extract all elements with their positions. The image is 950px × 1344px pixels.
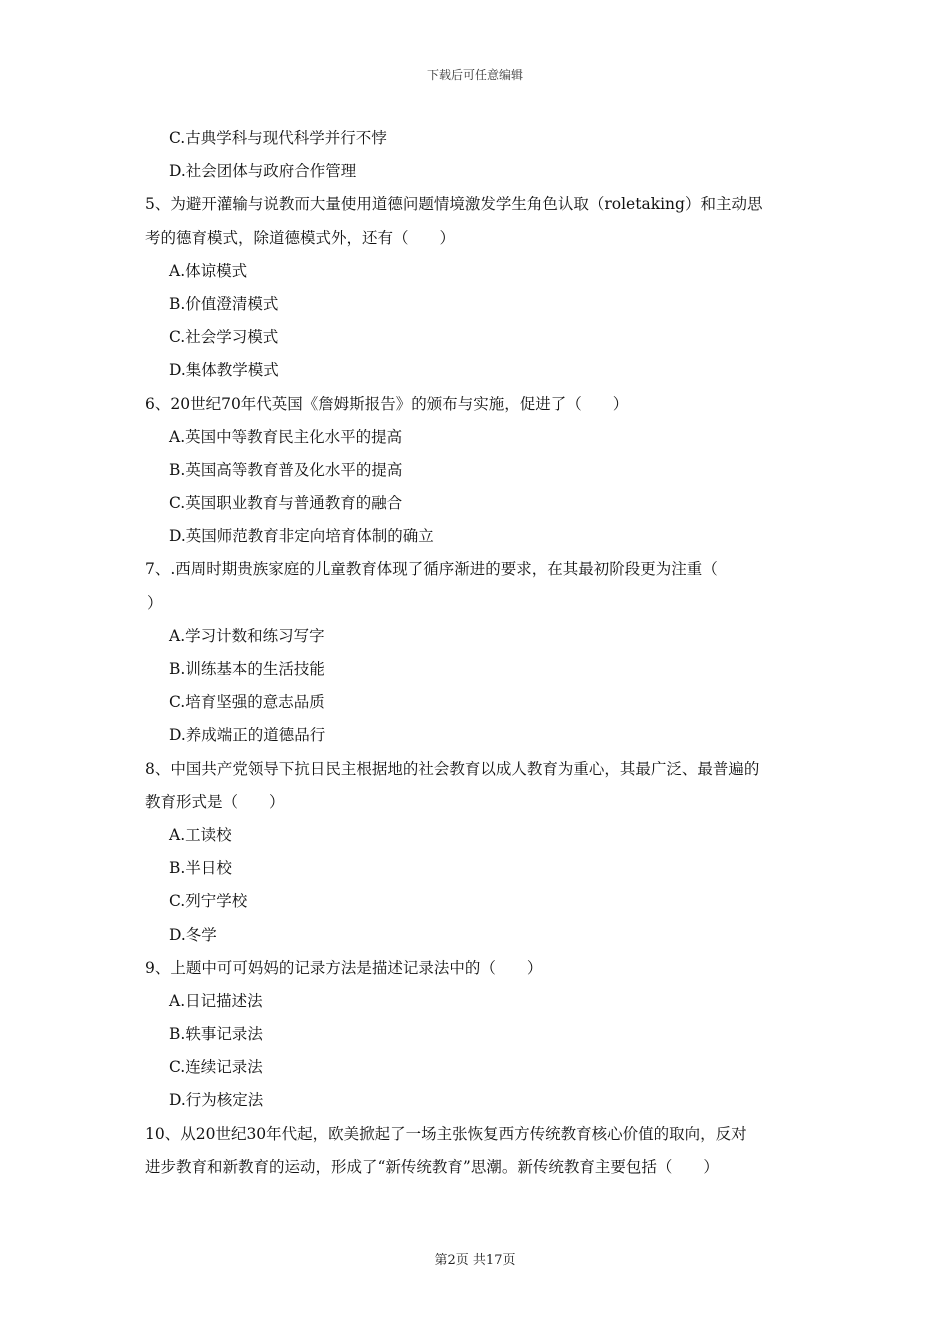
question-text: 9、上题中可可妈妈的记录方法是描述记录法中的（ ） — [145, 958, 543, 977]
question-text: 10、从20世纪30年代起，欧美掀起了一场主张恢复西方传统教育核心价值的取向，反对 — [145, 1124, 747, 1143]
option-line: C.连续记录法 — [169, 1058, 263, 1077]
option-line: A.体谅模式 — [169, 261, 248, 280]
option-line: A.英国中等教育民主化水平的提高 — [169, 427, 403, 446]
option-line: B.半日校 — [169, 859, 232, 878]
question-9 — [145, 952, 810, 1118]
question-text: 7、.西周时期贵族家庭的儿童教育体现了循序渐进的要求，在其最初阶段更为注重（ — [145, 560, 718, 579]
option-line: C.古典学科与现代科学并行不悖 — [169, 129, 387, 147]
question-text: 8、中国共产党领导下抗日民主根据地的社会教育以成人教育为重心，其最广泛、最普遍的 — [145, 759, 760, 778]
option-line: B.轶事记录法 — [169, 1025, 263, 1044]
option-line: D.集体教学模式 — [169, 361, 279, 380]
question-text: 5、为避开灌输与说教而大量使用道德问题情境激发学生角色认取（roletaking）和主动思 — [145, 195, 763, 214]
page-footer — [0, 1249, 950, 1268]
document-body — [145, 122, 810, 1184]
option-line: D.冬学 — [169, 925, 217, 944]
option-line: C.列宁学校 — [169, 892, 248, 911]
option-line: D.英国师范教育非定向培育体制的确立 — [169, 527, 434, 546]
option-line: A.工读校 — [169, 825, 232, 844]
header-note: 下载后可任意编辑 — [426, 68, 523, 82]
option-line: D.养成端正的道德品行 — [169, 726, 326, 745]
option-line: B.训练基本的生活技能 — [169, 660, 325, 678]
question-7 — [145, 553, 810, 752]
option-line: D.行为核定法 — [169, 1091, 264, 1110]
option-line: A.日记描述法 — [169, 991, 263, 1010]
question-text: 教育形式是（ ） — [145, 792, 285, 811]
option-line: A.学习计数和练习写字 — [169, 626, 325, 645]
question-6 — [145, 388, 810, 554]
question-10 — [145, 1118, 810, 1184]
option-line: C.英国职业教育与普通教育的融合 — [169, 494, 403, 513]
question-text: 进步教育和新教育的运动，形成了“新传统教育”思潮。新传统教育主要包括（ ） — [145, 1157, 719, 1176]
option-line: D.社会团体与政府合作管理 — [169, 162, 357, 181]
option-line: C.培育坚强的意志品质 — [169, 693, 325, 712]
question-text: 考的德育模式，除道德模式外，还有（ ） — [145, 228, 456, 247]
page-header — [0, 66, 950, 83]
option-line: B.英国高等教育普及化水平的提高 — [169, 460, 403, 479]
option-line: C.社会学习模式 — [169, 328, 279, 347]
option-line: B.价值澄清模式 — [169, 294, 279, 313]
question-text: 6、20世纪70年代英国《詹姆斯报告》的颁布与实施，促进了（ ） — [145, 394, 629, 413]
page-number: 第2页 共17页 — [434, 1253, 516, 1268]
question-5 — [145, 188, 810, 387]
question-8 — [145, 753, 810, 952]
question-text: ） — [147, 593, 163, 612]
